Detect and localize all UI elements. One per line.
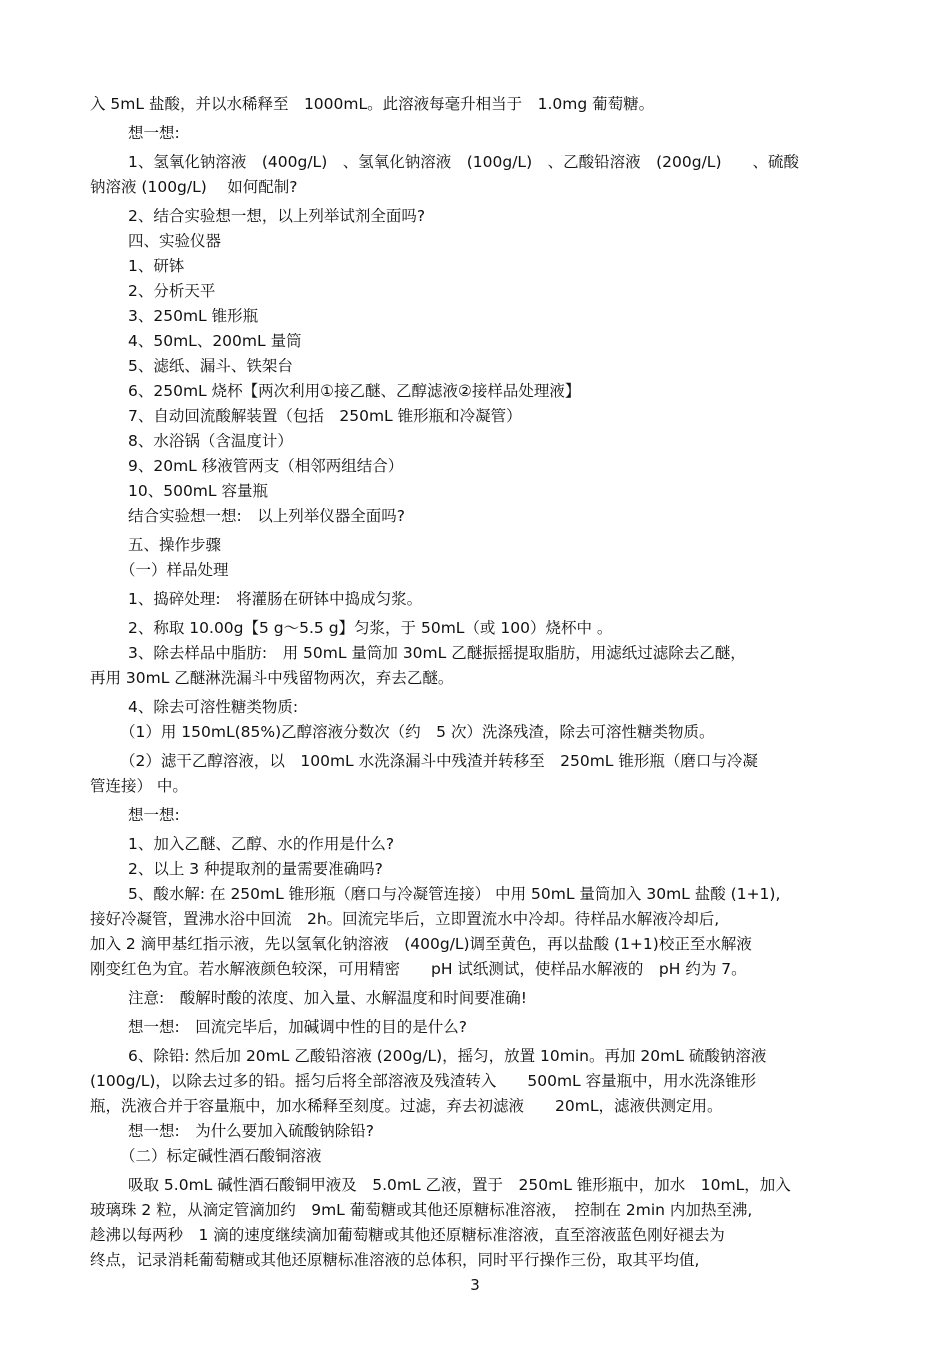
text-line: 趁沸以每两秒 1 滴的速度继续滴加葡萄糖或其他还原糖标准溶液，直至溶液蓝色刚好褪去为	[90, 1226, 725, 1244]
text-line: 1、加入乙醚、乙醇、水的作用是什么?	[128, 835, 395, 853]
text-line: 管连接） 中。	[90, 777, 188, 795]
text-line: 6、除铅: 然后加 20mL 乙酸铅溶液 (200g/L)，摇匀，放置 10min。再加 20mL 硫酸钠溶液	[128, 1047, 767, 1065]
text-line: 终点，记录消耗葡萄糖或其他还原糖标准溶液的总体积，同时平行操作三份，取其平均值,	[90, 1251, 700, 1269]
text-line: 4、50mL、200mL 量筒	[128, 332, 302, 350]
text-line: 1、氢氧化钠溶液 (400g/L) 、氢氧化钠溶液 (100g/L) 、乙酸铅溶液 (200g/L) 、硫酸	[128, 153, 799, 171]
text-line: 接好冷凝管，置沸水浴中回流 2h。回流完毕后，立即置流水中冷却。待样品水解液冷却后,	[90, 910, 720, 928]
text-line: 2、结合实验想一想，以上列举试剂全面吗?	[128, 207, 426, 225]
text-line: 2、分析天平	[128, 282, 216, 300]
text-line: 四、实验仪器	[128, 232, 222, 250]
text-line: 吸取 5.0mL 碱性酒石酸铜甲液及 5.0mL 乙液，置于 250mL 锥形瓶中，加水 10mL，加入	[128, 1176, 791, 1194]
text-line: 8、水浴锅（含温度计）	[128, 432, 293, 450]
document-body	[90, 92, 865, 1273]
text-line: 6、250mL 烧杯【两次利用①接乙醚、乙醇滤液②接样品处理液】	[128, 382, 581, 400]
text-line: （1）用 150mL(85%)乙醇溶液分数次（约 5 次）洗涤残渣，除去可溶性糖类物质。	[120, 723, 715, 741]
text-line: 4、除去可溶性糖类物质:	[128, 698, 299, 716]
text-line: 钠溶液 (100g/L) 如何配制?	[90, 178, 298, 196]
text-line: （2）滤干乙醇溶液，以 100mL 水洗涤漏斗中残渣并转移至 250mL 锥形瓶（磨口与冷凝	[120, 752, 758, 770]
text-line: 五、操作步骤	[128, 536, 222, 554]
text-line: 想一想:	[128, 124, 180, 142]
text-line: 加入 2 滴甲基红指示液，先以氢氧化钠溶液 (400g/L)调至黄色，再以盐酸 (1+1)校正至水解液	[90, 935, 752, 953]
text-line: 注意: 酸解时酸的浓度、加入量、水解温度和时间要准确!	[128, 989, 527, 1007]
text-line: 5、酸水解: 在 250mL 锥形瓶（磨口与冷凝管连接） 中用 50mL 量筒加入 30mL 盐酸 (1+1),	[128, 885, 781, 903]
text-line: 3、除去样品中脂肪: 用 50mL 量筒加 30mL 乙醚振摇提取脂肪，用滤纸过滤除去乙醚，	[128, 644, 746, 662]
page-number: 3	[470, 1276, 480, 1294]
text-line: 2、称取 10.00g【5 g～5.5 g】匀浆，于 50mL（或 100）烧杯中 。	[128, 619, 613, 637]
text-line: （二）标定碱性酒石酸铜溶液	[120, 1147, 322, 1165]
text-line: 刚变红色为宜。若水解液颜色较深，可用精密 pH 试纸测试，使样品水解液的 pH 约为 7。	[90, 960, 747, 978]
text-line: 10、500mL 容量瓶	[128, 482, 268, 500]
text-line: 再用 30mL 乙醚淋洗漏斗中残留物两次，弃去乙醚。	[90, 669, 454, 687]
text-line: 9、20mL 移液管两支（相邻两组结合）	[128, 457, 404, 475]
text-line: 结合实验想一想: 以上列举仪器全面吗?	[128, 507, 405, 525]
text-line: 3、250mL 锥形瓶	[128, 307, 259, 325]
text-line: 5、滤纸、漏斗、铁架台	[128, 357, 293, 375]
text-line: 玻璃珠 2 粒，从滴定管滴加约 9mL 葡萄糖或其他还原糖标准溶液， 控制在 2min 内加热至沸,	[90, 1201, 753, 1219]
text-line: (100g/L)，以除去过多的铅。摇匀后将全部溶液及残渣转入 500mL 容量瓶中，用水洗涤锥形	[90, 1072, 757, 1090]
text-line: （一）样品处理	[120, 561, 229, 579]
text-line: 7、自动回流酸解装置（包括 250mL 锥形瓶和冷凝管）	[128, 407, 522, 425]
text-line: 想一想: 为什么要加入硫酸钠除铅?	[128, 1122, 374, 1140]
text-line: 2、以上 3 种提取剂的量需要准确吗?	[128, 860, 383, 878]
text-line: 想一想: 回流完毕后，加碱调中性的目的是什么?	[128, 1018, 467, 1036]
text-line: 瓶，洗液合并于容量瓶中，加水稀释至刻度。过滤，弃去初滤液 20mL，滤液供测定用。	[90, 1097, 723, 1115]
text-line: 入 5mL 盐酸，并以水稀释至 1000mL。此溶液每毫升相当于 1.0mg 葡萄糖。	[90, 95, 655, 113]
text-line: 想一想:	[128, 806, 180, 824]
text-line: 1、捣碎处理: 将灌肠在研钵中捣成匀浆。	[128, 590, 423, 608]
text-line: 1、研钵	[128, 257, 185, 275]
